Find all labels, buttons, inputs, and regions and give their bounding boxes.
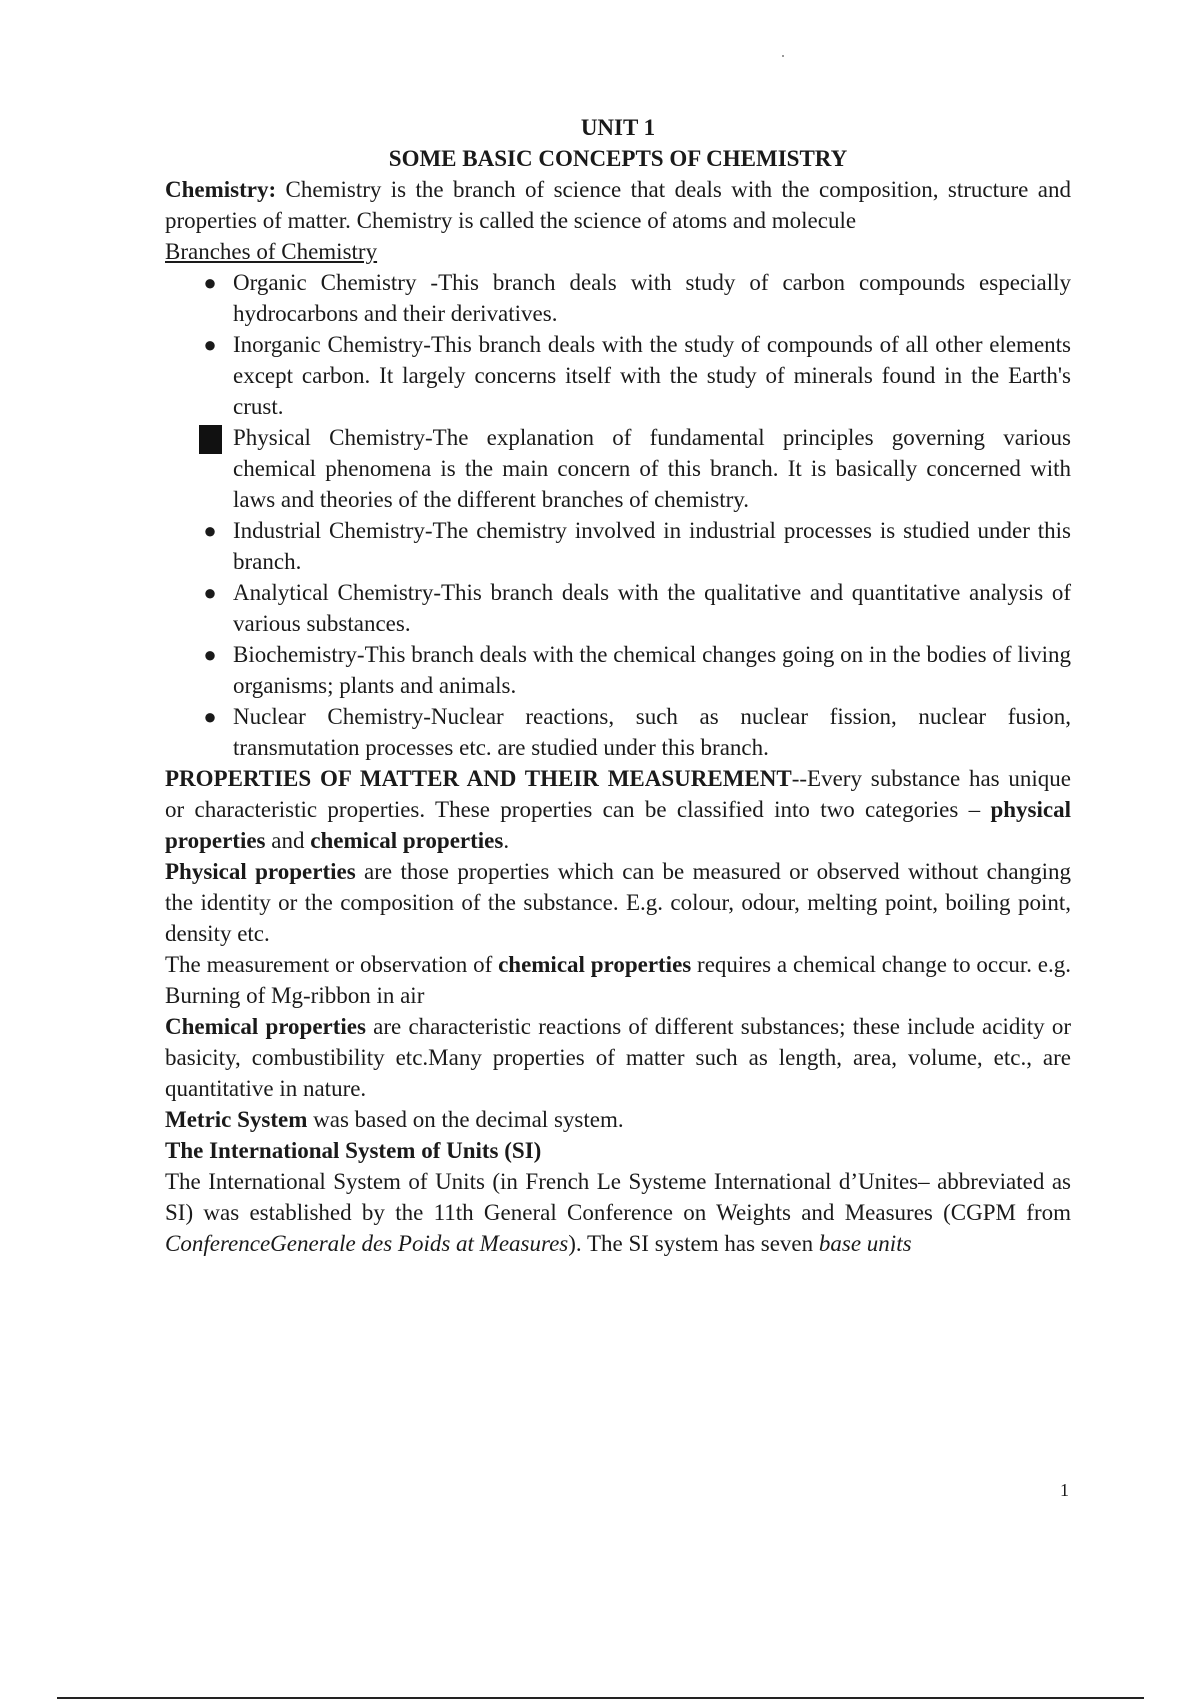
bullet-icon: ● (203, 332, 217, 357)
metric-system-term: Metric System (165, 1107, 308, 1132)
chemistry-definition-text: Chemistry is the branch of science that deals with the composition, structure and properties of matter. Chemistry is called the science of atoms and molecule (165, 177, 1071, 233)
chemical-properties-text: are characteristic reactions of different substances; these include acidity or basicity, combustibility etc.Many properties of matter such as length, area, volume, etc., are quantitative in nature. (165, 1014, 1071, 1101)
si-heading (165, 1135, 1071, 1166)
bullet-icon: ● (203, 518, 217, 543)
measurement-text: The measurement or observation of (165, 952, 499, 977)
properties-paragraph (165, 763, 1071, 856)
branch-item-analytical (203, 577, 1071, 639)
measurement-text: requires a chemical change to occur. e.g. Burning of Mg-ribbon in air (165, 952, 1071, 1008)
branch-item-physical (233, 422, 1071, 515)
branch-item-industrial (203, 515, 1071, 577)
branch-item-organic (203, 267, 1071, 329)
unit-label: UNIT 1 (580, 115, 656, 140)
measurement-bold: chemical properties (498, 952, 692, 977)
properties-heading: PROPERTIES OF MATTER AND THEIR MEASUREMENT (165, 766, 792, 791)
chemical-properties-term: Chemical properties (165, 1014, 366, 1039)
branch-text: Biochemistry-This branch deals with the chemical changes going on in the bodies of living organisms; plants and animals. (233, 642, 1071, 698)
page-number: 1 (1060, 1480, 1069, 1500)
chemistry-term: Chemistry: (165, 177, 277, 202)
bottom-rule (57, 1697, 1144, 1699)
properties-text: --Every substance has unique or characteristic properties. These properties can be classified into two categories – (165, 766, 1071, 822)
chemical-properties-paragraph (165, 1011, 1071, 1104)
physical-properties-text: are those properties which can be measured or observed without changing the identity or the composition of the substance. E.g. colour, odour, melting point, boiling point, density etc. (165, 859, 1071, 946)
branch-text: Inorganic Chemistry-This branch deals with the study of compounds of all other elements except carbon. It largely concerns itself with the study of minerals found in the Earth's crust. (233, 332, 1071, 419)
si-text: The International System of Units (in French Le Systeme International d’Unites– abbreviated as SI) was established by the 11th General Conference on Weights and Measures (CGPM from (165, 1169, 1071, 1225)
metric-system-text: was based on the decimal system. (307, 1107, 624, 1132)
properties-text: and (265, 828, 311, 853)
si-paragraph (165, 1166, 1071, 1259)
branch-text: Organic Chemistry -This branch deals with study of carbon compounds especially hydrocarbons and their derivatives. (233, 270, 1071, 326)
bullet-icon: ● (203, 580, 217, 605)
branch-item-biochemistry (203, 639, 1071, 701)
chemical-properties-bold: chemical properties (310, 828, 504, 853)
physical-properties-bold: physical properties (165, 797, 1071, 853)
redaction-block-icon (199, 425, 222, 454)
measurement-paragraph (165, 949, 1071, 1011)
bullet-icon: ● (203, 270, 217, 295)
cgpm-french-name: ConferenceGenerale des Poids at Measures (165, 1231, 569, 1256)
base-units-italic: base units (818, 1231, 912, 1256)
branch-text: Industrial Chemistry-The chemistry involved in industrial processes is studied under this branch. (233, 518, 1071, 574)
bullet-icon: ● (203, 704, 217, 729)
branch-item-nuclear (203, 701, 1071, 763)
chapter-title: SOME BASIC CONCEPTS OF CHEMISTRY (388, 146, 848, 171)
page-content (165, 112, 1071, 1259)
si-text: ). The SI system has seven (568, 1231, 819, 1256)
metric-system-paragraph (165, 1104, 1071, 1135)
chemistry-definition (165, 174, 1071, 236)
physical-properties-paragraph (165, 856, 1071, 949)
branch-item-inorganic (203, 329, 1071, 422)
properties-text: . (503, 828, 510, 853)
physical-properties-term: Physical properties (165, 859, 356, 884)
branches-list (165, 267, 1071, 763)
branch-text: Analytical Chemistry-This branch deals with the qualitative and quantitative analysis of various substances. (233, 580, 1071, 636)
bullet-icon: ● (203, 642, 217, 667)
branch-text: Nuclear Chemistry-Nuclear reactions, such as nuclear fission, nuclear fusion, transmutation processes etc. are studied under this branch. (233, 704, 1071, 760)
branch-text: Physical Chemistry-The explanation of fundamental principles governing various chemical phenomena is the main concern of this branch. It is basically concerned with laws and theories of the different branches of chemistry. (233, 425, 1071, 512)
scan-speck (782, 55, 784, 57)
branches-heading: Branches of Chemistry (165, 239, 378, 264)
si-heading-text: The International System of Units (SI) (165, 1138, 542, 1163)
